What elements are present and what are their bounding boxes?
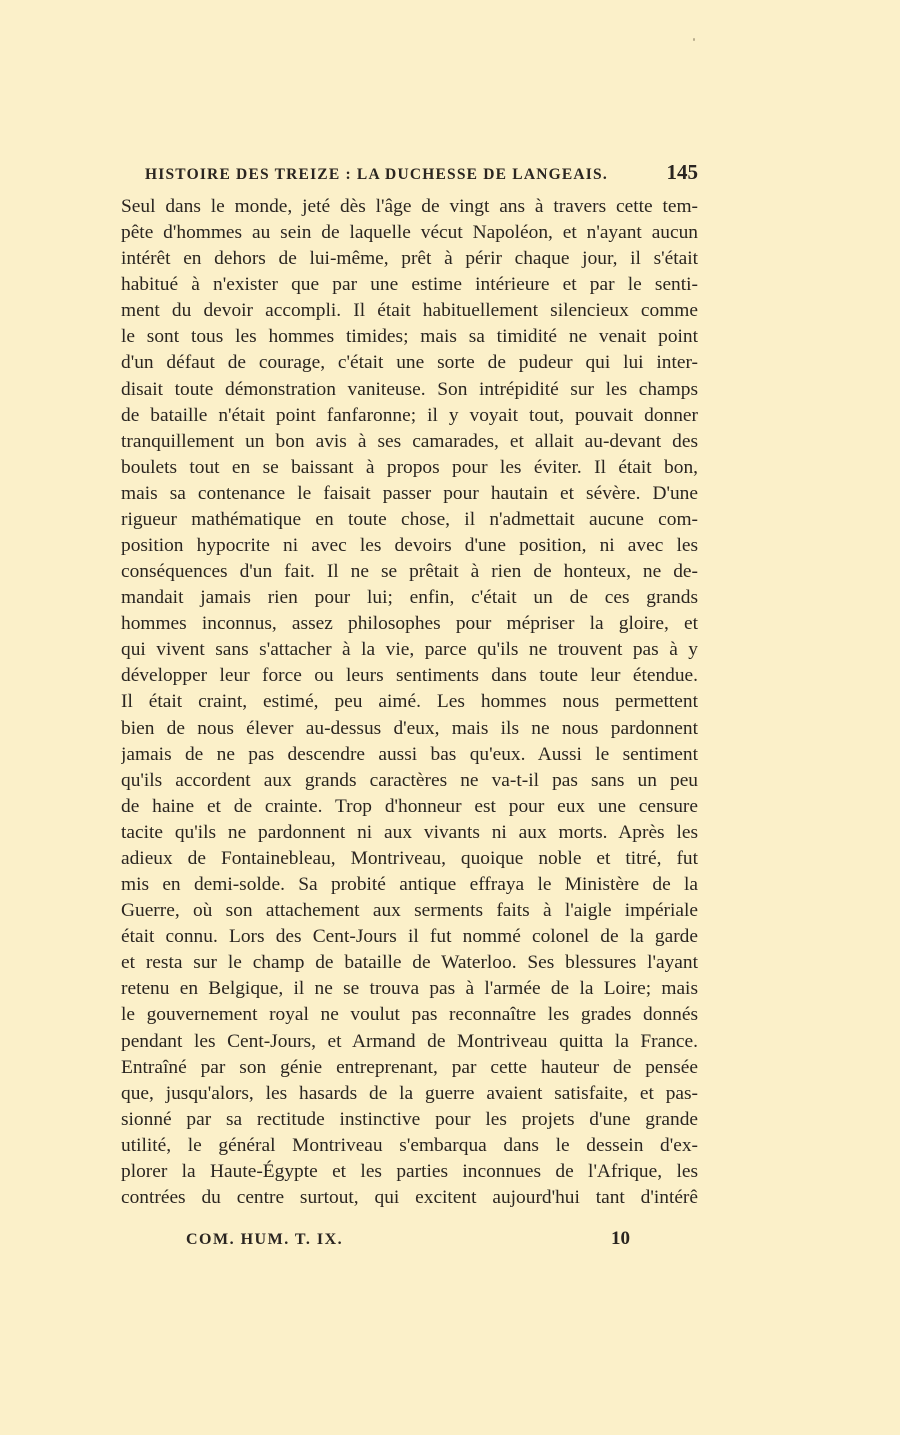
- text-line: d'un défaut de courage, c'était une sorte de pudeur qui lui inter-: [121, 352, 698, 374]
- text-line: était connu. Lors des Cent-Jours il fut nommé colonel de la garde: [121, 926, 698, 948]
- text-line: intérêt en dehors de lui-même, prêt à périr chaque jour, il s'était: [121, 248, 698, 270]
- text-line: Entraîné par son génie entreprenant, par cette hauteur de pensée: [121, 1056, 698, 1078]
- text-line: Guerre, où son attachement aux serments faits à l'aigle impériale: [121, 900, 698, 922]
- text-line: pendant les Cent-Jours, et Armand de Montriveau quitta la France.: [121, 1030, 698, 1052]
- running-title: HISTOIRE DES TREIZE : LA DUCHESSE DE LANGEAIS.: [145, 166, 608, 183]
- text-line: habitué à n'exister que par une estime intérieure et par le senti-: [121, 274, 698, 296]
- text-line: le gouvernement royal ne voulut pas reconnaître les grades donnés: [121, 1004, 698, 1026]
- text-line: bien de nous élever au-dessus d'eux, mais ils ne nous pardonnent: [121, 717, 698, 739]
- text-line: retenu en Belgique, il ne se trouva pas à l'armée de la Loire; mais: [121, 978, 698, 1000]
- text-line: pête d'hommes au sein de laquelle vécut Napoléon, et n'ayant aucun: [121, 222, 698, 244]
- text-line: et resta sur le champ de bataille de Waterloo. Ses blessures l'ayant: [121, 952, 698, 974]
- page-number: 145: [666, 160, 698, 184]
- text-line: que, jusqu'alors, les hasards de la guerre avaient satisfaite, et pas-: [121, 1082, 698, 1104]
- text-line: tacite qu'ils ne pardonnent ni aux vivants ni aux morts. Après les: [121, 821, 698, 843]
- text-line: sionné par sa rectitude instinctive pour les projets d'une grande: [121, 1108, 698, 1130]
- text-line: disait toute démonstration vaniteuse. Son intrépidité sur les champs: [121, 378, 698, 400]
- paper-speck: [693, 38, 695, 41]
- text-line: contrées du centre surtout, qui excitent aujourd'hui tant d'intérê: [121, 1186, 698, 1208]
- text-line: de haine et de crainte. Trop d'honneur est pour eux une censure: [121, 795, 698, 817]
- text-line: ment du devoir accompli. Il était habituellement silencieux comme: [121, 300, 698, 322]
- text-line: position hypocrite ni avec les devoirs d'une position, ni avec les: [121, 535, 698, 557]
- body-text: [121, 194, 698, 1211]
- text-line: Il était craint, estimé, peu aimé. Les hommes nous permettent: [121, 691, 698, 713]
- text-line: conséquences d'un fait. Il ne se prêtait à rien de honteux, ne de-: [121, 561, 698, 583]
- text-line: le sont tous les hommes timides; mais sa timidité ne venait point: [121, 326, 698, 348]
- text-line: qui vivent sans s'attacher à la vie, parce qu'ils ne trouvent pas à y: [121, 639, 698, 661]
- text-line: qu'ils accordent aux grands caractères ne va-t-il pas sans un peu: [121, 769, 698, 791]
- text-line: de bataille n'était point fanfaronne; il y voyait tout, pouvait donner: [121, 404, 698, 426]
- text-line: mis en demi-solde. Sa probité antique effraya le Ministère de la: [121, 874, 698, 896]
- text-line: plorer la Haute-Égypte et les parties inconnues de l'Afrique, les: [121, 1160, 698, 1182]
- text-line: hommes inconnus, assez philosophes pour mépriser la gloire, et: [121, 613, 698, 635]
- text-line: tranquillement un bon avis à ses camarades, et allait au-devant des: [121, 430, 698, 452]
- page-footer: [186, 1228, 636, 1256]
- text-line: utilité, le général Montriveau s'embarqua dans le dessein d'ex-: [121, 1134, 698, 1156]
- text-line: jamais de ne pas descendre aussi bas qu'eux. Aussi le sentiment: [121, 743, 698, 765]
- text-line: adieux de Fontainebleau, Montriveau, quoique noble et titré, fut: [121, 847, 698, 869]
- text-line: mais sa contenance le faisait passer pour hautain et sévère. D'une: [121, 482, 698, 504]
- text-line: Seul dans le monde, jeté dès l'âge de vingt ans à travers cette tem-: [121, 196, 698, 217]
- text-line: rigueur mathématique en toute chose, il n'admettait aucune com-: [121, 508, 698, 530]
- text-line: mandait jamais rien pour lui; enfin, c'était un de ces grands: [121, 587, 698, 609]
- signature-mark: 10: [611, 1228, 630, 1249]
- text-line: boulets tout en se baissant à propos pour les éviter. Il était bon,: [121, 456, 698, 478]
- volume-mark: COM. HUM. T. IX.: [186, 1231, 344, 1248]
- text-line: développer leur force ou leurs sentiments dans toute leur étendue.: [121, 665, 698, 687]
- running-head: [145, 160, 698, 190]
